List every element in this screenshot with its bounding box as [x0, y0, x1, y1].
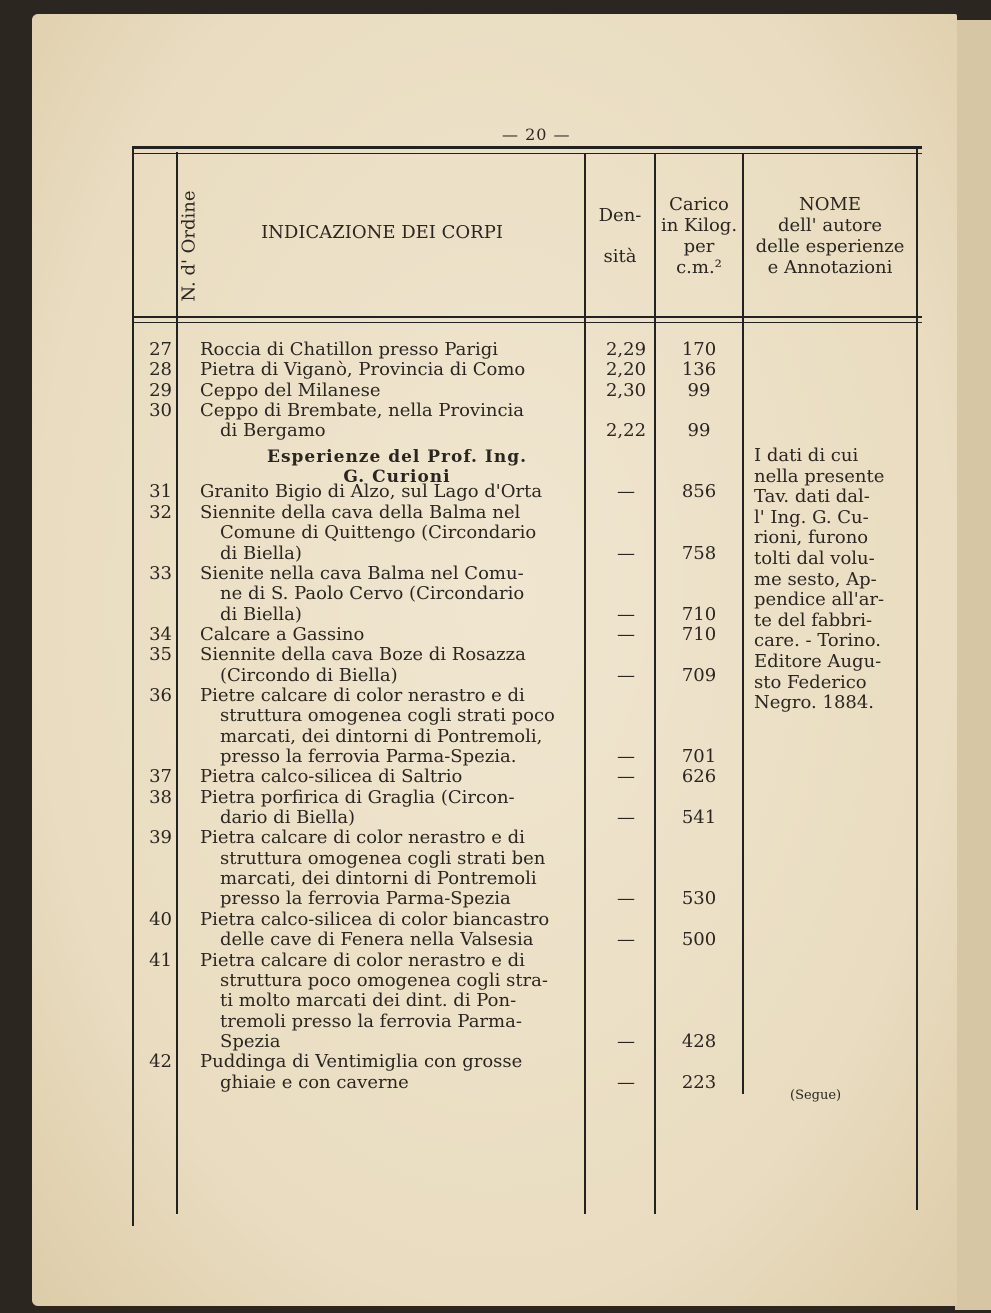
header-carico-4: c.m.² — [676, 257, 722, 278]
body-description: Siennite della cava Boze di Rosazza — [200, 644, 526, 666]
table-left-border — [132, 146, 134, 1226]
body-description: Granito Bigio di Alzo, sul Lago d'Orta — [200, 481, 543, 503]
order-number: 42 — [149, 1051, 172, 1073]
body-description: Pietra calcare di color nerastro e di — [200, 949, 525, 971]
density-value: — — [617, 1030, 635, 1052]
load-value: 758 — [681, 542, 717, 564]
load-value: 500 — [681, 929, 717, 951]
body-description: Pietra calco-silicea di Saltrio — [200, 766, 463, 788]
table-right-border — [916, 148, 918, 1210]
load-value: 701 — [681, 746, 717, 767]
body-description: Comune di Quittengo (Circondario — [220, 522, 537, 544]
annotation-line: nella presente — [754, 465, 885, 487]
body-description: Sienite nella cava Balma nel Comu- — [200, 562, 524, 584]
density-value: — — [617, 623, 635, 645]
load-value: 710 — [681, 623, 717, 645]
body-description: di Bergamo — [220, 420, 326, 442]
header-carico-1: Carico — [669, 194, 729, 215]
load-value: 541 — [681, 807, 717, 829]
density-value: 2,20 — [605, 359, 647, 381]
body-description: di Biella) — [220, 542, 302, 564]
order-number: 30 — [149, 400, 172, 422]
annotation-line: Tav. dati dal- — [754, 486, 870, 508]
body-description: presso la ferrovia Parma-Spezia — [220, 888, 511, 910]
annotation-line: tolti dal volu- — [754, 547, 875, 569]
body-description: Ceppo del Milanese — [200, 379, 381, 401]
order-number: 38 — [149, 786, 172, 808]
density-value: 2,29 — [605, 339, 647, 360]
annotation-line: pendice all'ar- — [754, 589, 885, 611]
header-density-2: sità — [603, 246, 637, 267]
load-value: 530 — [681, 888, 717, 910]
section-subheading-2: G. Curioni — [343, 467, 451, 487]
order-number: 34 — [149, 623, 172, 645]
header-bottom-rule — [132, 316, 922, 318]
continued-label: (Segue) — [790, 1088, 842, 1103]
body-description: Pietre calcare di color nerastro e di — [200, 684, 525, 706]
load-value: 99 — [687, 379, 711, 401]
table-top-rule — [132, 146, 922, 149]
table-top-rule-inner — [132, 153, 922, 154]
density-value: — — [617, 888, 635, 910]
order-number: 41 — [149, 949, 172, 971]
density-value: — — [617, 807, 635, 829]
order-number: 28 — [149, 359, 172, 381]
body-description: ti molto marcati dei dint. di Pon- — [220, 990, 517, 1012]
body-description: tremoli presso la ferrovia Parma- — [220, 1010, 522, 1032]
body-description: Pietra porfirica di Graglia (Circon- — [200, 786, 515, 808]
density-value: 2,30 — [605, 379, 647, 401]
order-number: 27 — [149, 339, 172, 360]
density-value: — — [617, 542, 635, 564]
header-carico-3: per — [683, 236, 715, 257]
load-value: 99 — [687, 420, 711, 442]
annotation-line: Editore Augu- — [754, 650, 882, 672]
body-description: Roccia di Chatillon presso Parigi — [200, 339, 499, 360]
annotation-line: me sesto, Ap- — [754, 568, 877, 590]
body-description: struttura omogenea cogli strati poco — [220, 705, 555, 727]
section-subheading-1: Esperienze del Prof. Ing. — [266, 447, 528, 467]
header-nome-2: dell' autore — [777, 215, 882, 236]
density-value: — — [617, 1071, 635, 1093]
annotation-line: care. - Torino. — [754, 630, 881, 652]
density-value: — — [617, 603, 635, 625]
body-description: presso la ferrovia Parma-Spezia. — [220, 746, 517, 767]
order-number: 35 — [149, 644, 172, 666]
density-value: — — [617, 664, 635, 686]
body-description: delle cave di Fenera nella Valsesia — [220, 929, 534, 951]
body-description: Puddinga di Ventimiglia con grosse — [200, 1051, 523, 1073]
order-number: 39 — [149, 827, 172, 849]
annotation-line: l' Ing. G. Cu- — [754, 506, 869, 528]
density-value: — — [617, 766, 635, 788]
body-description: ne di S. Paolo Cervo (Circondario — [220, 583, 525, 605]
header-nome-3: delle esperienze — [755, 236, 905, 257]
col-divider-desc — [584, 154, 586, 1214]
density-value: — — [617, 929, 635, 951]
header-nome-1: NOME — [798, 194, 862, 215]
load-value: 223 — [681, 1071, 717, 1093]
body-description: (Circondo di Biella) — [220, 664, 398, 686]
load-value: 710 — [681, 603, 717, 625]
header-nome-4: e Annotazioni — [767, 257, 893, 278]
order-number: 32 — [149, 501, 172, 523]
body-description: Pietra di Viganò, Provincia di Como — [200, 359, 526, 381]
body-description: marcati, dei dintorni di Pontremoli — [220, 868, 537, 890]
page-number: — 20 — — [502, 125, 571, 144]
body-description: dario di Biella) — [220, 807, 356, 829]
header-bottom-rule-inner — [132, 322, 922, 323]
load-value: 428 — [681, 1030, 717, 1052]
load-value: 856 — [681, 481, 717, 503]
annotation-line: I dati di cui — [754, 445, 859, 466]
load-value: 709 — [681, 664, 717, 686]
body-description: di Biella) — [220, 603, 302, 625]
body-description: Calcare a Gassino — [200, 623, 365, 645]
annotation-note — [754, 446, 916, 714]
order-number: 33 — [149, 562, 172, 584]
body-description: Siennite della cava della Balma nel — [200, 501, 521, 523]
density-value: — — [617, 481, 635, 503]
annotation-line: Negro. 1884. — [754, 692, 875, 714]
body-description: struttura poco omogenea cogli stra- — [220, 969, 548, 991]
header-order-number: N. d' Ordine — [178, 190, 200, 302]
load-value: 170 — [681, 339, 717, 360]
annotation-line: sto Federico — [754, 671, 867, 693]
col-divider-carico — [742, 154, 744, 1094]
header-carico-2: in Kilog. — [660, 215, 738, 236]
density-value: — — [617, 746, 635, 767]
body-description: Ceppo di Brembate, nella Provincia — [200, 400, 525, 422]
body-description: marcati, dei dintorni di Pontremoli, — [220, 725, 543, 747]
order-number: 40 — [149, 908, 172, 930]
adjacent-page-edge — [955, 20, 991, 1310]
header-density-1: Den- — [598, 205, 642, 226]
load-value: 136 — [681, 359, 717, 381]
annotation-line: rioni, furono — [754, 527, 869, 549]
body-description: Spezia — [220, 1030, 281, 1052]
body-description: Pietra calcare di color nerastro e di — [200, 827, 525, 849]
col-divider-num — [176, 152, 178, 1214]
annotation-line: te del fabbri- — [754, 609, 873, 631]
header-description: INDICAZIONE DEI CORPI — [261, 222, 503, 243]
body-description: struttura omogenea cogli strati ben — [220, 847, 546, 869]
body-description: Pietra calco-silicea di color biancastro — [200, 908, 550, 930]
book-page — [32, 14, 957, 1306]
load-value: 626 — [681, 766, 717, 788]
density-value: 2,22 — [605, 420, 647, 442]
order-number: 29 — [149, 379, 172, 401]
order-number: 36 — [149, 684, 172, 706]
body-description: ghiaie e con caverne — [220, 1071, 409, 1093]
order-number: 37 — [149, 766, 172, 788]
order-number: 31 — [149, 481, 172, 503]
